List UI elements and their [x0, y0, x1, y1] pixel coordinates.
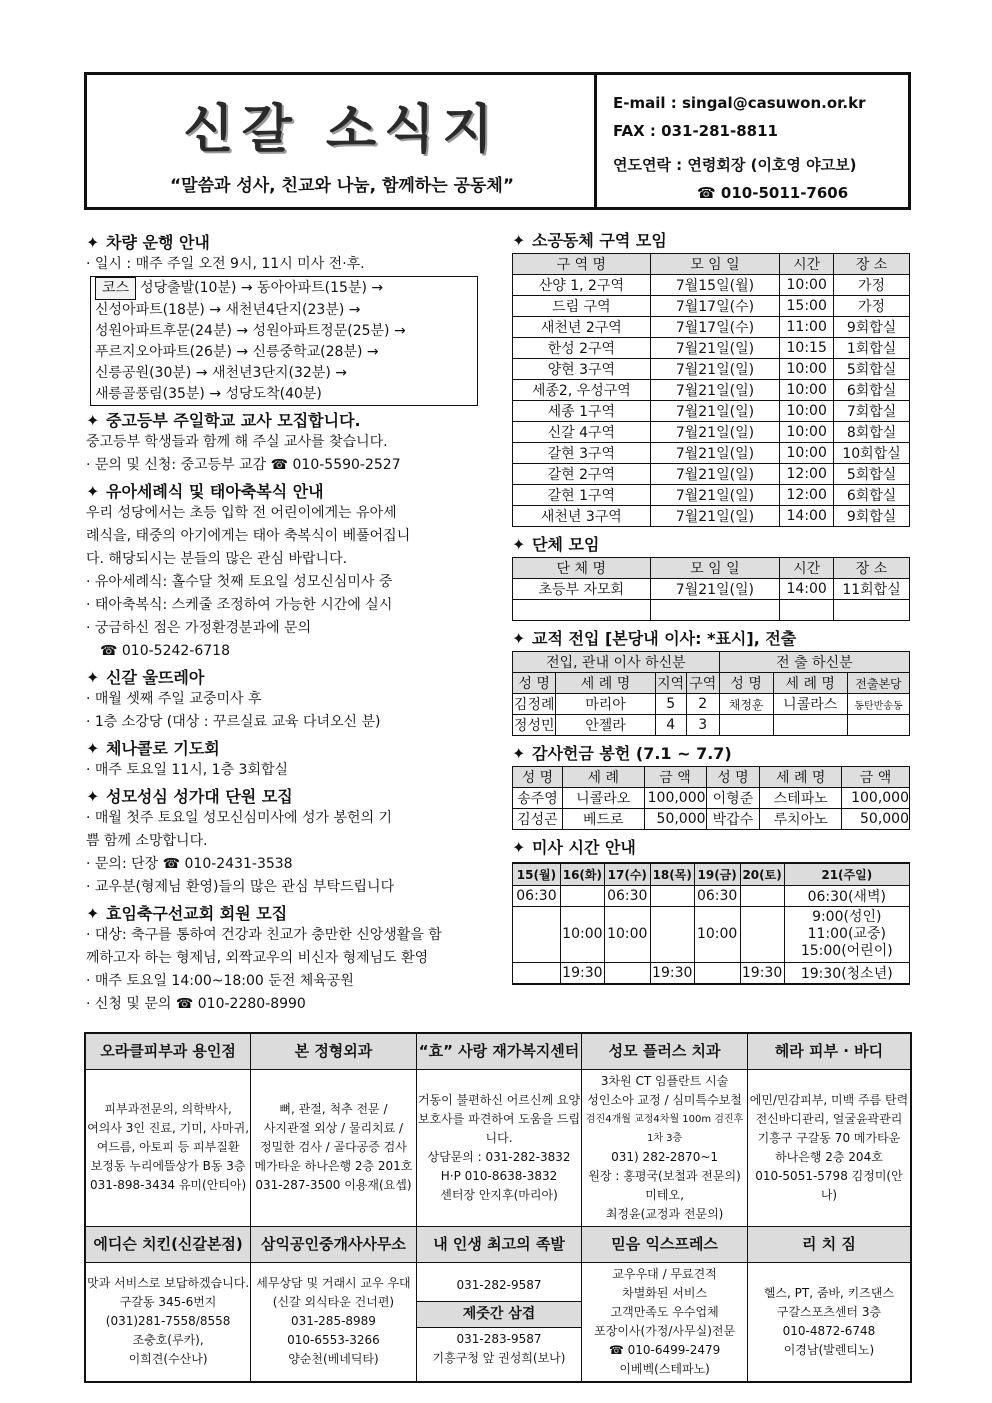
course-tag: 코스	[95, 277, 136, 300]
table-cell: 산양 1, 2구역	[513, 275, 651, 296]
table-cell: 김정례	[513, 694, 556, 715]
route-line: 신릉공원(30분) → 새천년3단지(32분) →	[95, 365, 347, 381]
table-row	[513, 359, 910, 380]
mass-time	[513, 906, 561, 962]
table-row	[513, 296, 910, 317]
table-cell: 10:15	[780, 338, 834, 359]
mass-time	[513, 962, 561, 984]
column-header: 모 임 일	[650, 254, 780, 275]
table-cell: 7월21일(일)	[650, 401, 780, 422]
groups-table	[512, 557, 910, 621]
choir-line: · 교우분(형제님 환영)들의 많은 관심 부탁드립니다	[86, 879, 395, 895]
table-cell: 10:00	[780, 443, 834, 464]
table-cell: 채정훈	[719, 694, 773, 715]
baptism-line: · 유아세례식: 홀수달 첫째 토요일 성모신심미사 중	[86, 574, 393, 590]
ad-line: 세무상담 및 거래시 교우 우대	[256, 1276, 411, 1290]
ad-line: 최정윤(교정과 전문의)	[605, 1206, 724, 1221]
mass-time: 9:00(성인)	[812, 908, 882, 925]
ad-business-name: 믿음 익스프레스	[582, 1226, 748, 1262]
section-transfer-title: ✦ 교적 전입 [본당내 이사: *표시], 전출	[512, 629, 797, 648]
ad-line: 031-287-3500 이용재(요셉)	[255, 1178, 412, 1192]
table-cell: 10:00	[780, 422, 834, 443]
table-cell: 1회합실	[834, 338, 910, 359]
mass-time: 19:30	[650, 962, 694, 984]
baptism-line: · 태아축복식: 스케줄 조정하여 가능한 시간에 실시	[86, 597, 393, 613]
section-choir-title: ✦ 성모성심 성가대 단원 모집	[86, 787, 293, 806]
mass-time	[560, 885, 604, 906]
table-cell: 갈현 2구역	[513, 464, 651, 485]
table-row	[513, 506, 910, 527]
ad-line: (031)281-7558/8558	[105, 1314, 231, 1328]
section-ultreya-title: ✦ 신갈 울뜨레아	[86, 668, 205, 687]
car-time: · 일시 : 매주 주일 오전 9시, 11시 미사 전·후.	[86, 256, 365, 272]
baptism-line: 례식을, 태중의 아기에게는 태아 축복식이 베풀어집니	[86, 528, 411, 544]
table-cell: 니콜라오	[562, 788, 644, 809]
ads-header-row	[85, 1226, 911, 1262]
ad-details	[747, 1262, 911, 1382]
section-district-title: ✦ 소공동체 구역 모임	[512, 231, 667, 250]
mass-time	[604, 962, 650, 984]
route-line: 푸르지오아파트(26분) → 신릉중학교(28분) →	[95, 344, 379, 360]
table-cell: 한성 2구역	[513, 338, 651, 359]
column-header: 금 액	[842, 767, 910, 788]
ad-line: 여의사 3인 진료, 기미, 사마귀,	[87, 1121, 250, 1135]
ad-business-name: 헤라 피부 · 바디	[747, 1033, 911, 1069]
day-header: 15(월)	[513, 863, 561, 885]
table-row	[513, 600, 910, 621]
day-header: 17(수)	[604, 863, 650, 885]
ultreya-line: · 매월 셋째 주일 교중미사 후	[86, 691, 262, 707]
table-header-row	[513, 863, 910, 885]
table-row	[513, 380, 910, 401]
mass-time: 11:00(교중)	[807, 925, 886, 942]
ads-header-row	[85, 1033, 911, 1069]
section-soccer-title: ✦ 효임축구선교회 회원 모집	[86, 904, 288, 923]
table-cell: 7월17일(수)	[650, 317, 780, 338]
table-cell: 이형준	[706, 788, 760, 809]
ad-line: 전신바디관리, 얼굴윤곽관리	[755, 1111, 903, 1126]
table-cell: 14:00	[780, 579, 834, 600]
ad-line: 여드름, 아토피 등 피부질환	[96, 1140, 240, 1154]
table-cell: 2	[686, 694, 719, 715]
table-row	[513, 788, 910, 809]
ad-line: 교우우대 / 무료견적	[612, 1266, 717, 1281]
ad-line: 사지관절 외상 / 물리치료 /	[263, 1121, 404, 1135]
ad-line: 원장 : 홍평국(보철과 전문의) 미테오,	[588, 1168, 741, 1202]
ad-line: 이희견(수산나)	[128, 1352, 208, 1366]
day-header: 16(화)	[560, 863, 604, 885]
table-cell: 10:00	[780, 275, 834, 296]
ad-line: 맛과 서비스로 보답하겠습니다.	[87, 1276, 250, 1290]
transfer-table	[512, 651, 910, 736]
column-header: 지역	[655, 673, 686, 694]
table-cell: 7월21일(일)	[650, 338, 780, 359]
table-cell	[847, 715, 909, 736]
table-cell: 8회합실	[834, 422, 910, 443]
ad-line: (신갈 외식타운 건너편)	[272, 1295, 395, 1309]
day-header: 20(토)	[740, 863, 784, 885]
table-cell: 베드로	[562, 809, 644, 830]
ad-details	[85, 1069, 251, 1226]
ad-line: 검진4개월 교정4차월 100m 검진후1차 3층	[585, 1113, 744, 1144]
soccer-line: · 신청 및 문의 ☎ 010-2280-8990	[86, 996, 306, 1012]
table-row	[513, 317, 910, 338]
ad-line: 010-4872-6748	[782, 1323, 876, 1338]
column-header: 시간	[780, 254, 834, 275]
table-cell: 니콜라스	[773, 694, 847, 715]
table-cell: 15:00	[780, 296, 834, 317]
table-cell: 박갑수	[706, 809, 760, 830]
table-cell	[513, 600, 651, 621]
column-header: 금 액	[644, 767, 706, 788]
baptism-line: · 궁금하신 점은 가정환경분과에 문의	[86, 620, 312, 636]
district-table	[512, 253, 910, 527]
table-cell	[650, 600, 780, 621]
district-rows	[513, 275, 910, 527]
teacher-line: 중고등부 학생들과 함께 해 주실 교사를 찾습니다.	[86, 434, 388, 450]
mass-time: 15:00(어린이)	[800, 942, 893, 959]
ad-line: 010-5051-5798 김정미(안나)	[755, 1168, 903, 1202]
table-cell: 7월21일(일)	[650, 359, 780, 380]
table-cell: 송주영	[513, 788, 563, 809]
route-line: 새릉골풍림(35분) → 성당도착(40분)	[95, 386, 322, 402]
car-route-box: 코스 성당출발(10분) → 동아아파트(15분) → 신성아파트(18분) → 새천년4단지(23분) → 성원아파트후문(24분) → 성원아파트정문(25분) → 푸르지오아파트(26분) → 신릉중학교(28분) → 신릉공원(30분) → 새천년3단지(32분) → 새릉골풍림(35분) → 성당도착(40분)	[90, 276, 478, 406]
ad-line: 010-6553-3266	[287, 1333, 380, 1347]
fax-line: FAX : 031-281-8811	[613, 122, 778, 140]
section-offering-title: ✦ 감사헌금 봉헌 (7.1 ~ 7.7)	[512, 744, 732, 763]
ad-line: 정밀한 검사 / 골다공증 검사	[260, 1140, 407, 1154]
table-cell: 7월21일(일)	[650, 464, 780, 485]
baptism-phone: ☎ 010-5242-6718	[100, 643, 230, 659]
mass-time: 06:30(새벽)	[784, 885, 909, 906]
mass-time	[650, 906, 694, 962]
soccer-line: 께하고자 하는 형제님, 외짝교우의 비신자 형제님도 환영	[86, 950, 429, 966]
column-header: 전출본당	[847, 673, 909, 694]
group-header-in: 전입, 관내 이사 하신분	[513, 652, 720, 673]
table-cell: 12:00	[780, 464, 834, 485]
table-cell: 6회합실	[834, 380, 910, 401]
contact-phone: ☎ 010-5011-7606	[697, 184, 849, 202]
table-cell: 7회합실	[834, 401, 910, 422]
ad-business-name: 삼익공인중개사사무소	[251, 1226, 417, 1262]
mass-time: 06:30	[604, 885, 650, 906]
table-cell: 7월21일(일)	[650, 579, 780, 600]
table-cell: 스테파노	[760, 788, 842, 809]
column-header: 모 임 일	[650, 558, 780, 579]
ad-line: 3차원 CT 임플란트 시술	[600, 1073, 729, 1088]
ad-business-name: 오라클피부과 용인점	[85, 1033, 251, 1069]
table-cell	[773, 715, 847, 736]
ad-line: 포장이사(가정/사무실)전문	[594, 1323, 736, 1338]
table-cell: 정성민	[513, 715, 556, 736]
mass-time	[740, 906, 784, 962]
masthead-title-area	[87, 75, 597, 207]
table-cell: 동탄반송동	[847, 694, 909, 715]
table-row	[513, 485, 910, 506]
masthead-contact	[613, 89, 866, 207]
ad-line: 이베벡(스테파노)	[619, 1361, 710, 1376]
table-cell: 50,000	[842, 809, 910, 830]
ad-line: 031) 282-2870~1	[611, 1149, 719, 1164]
column-header: 성 명	[706, 767, 760, 788]
table-row	[513, 906, 910, 962]
ad-line: H·P 010-8638-3832	[440, 1168, 558, 1183]
table-cell: 새천년 3구역	[513, 506, 651, 527]
column-header: 세 례 명	[556, 673, 655, 694]
ad-details	[582, 1262, 748, 1382]
table-row	[513, 443, 910, 464]
ad-line: 기흥구 구갈동 70 메가타운	[757, 1130, 901, 1145]
mass-time	[694, 962, 740, 984]
table-row	[513, 275, 910, 296]
table-row	[513, 809, 910, 830]
column-header: 세 례 명	[760, 767, 842, 788]
mass-time: 10:00	[604, 906, 650, 962]
table-row	[513, 885, 910, 906]
ad-details	[416, 1069, 582, 1226]
mass-time	[740, 885, 784, 906]
table-cell: 10회합실	[834, 443, 910, 464]
ad-business-name: 리 치 짐	[747, 1226, 911, 1262]
ad-line: 양순천(베네딕타)	[288, 1352, 379, 1366]
choir-line: · 문의: 단장 ☎ 010-2431-3538	[86, 856, 293, 872]
ad-line: 하나은행 2층 204호	[775, 1149, 883, 1164]
table-cell: 5회합실	[834, 359, 910, 380]
mass-time: 19:30	[560, 962, 604, 984]
table-cell	[834, 600, 910, 621]
table-cell: 14:00	[780, 506, 834, 527]
table-cell	[719, 715, 773, 736]
mass-time: 19:30(청소년)	[784, 962, 909, 984]
column-header: 성 명	[513, 673, 556, 694]
choir-line: 쁨 함께 소망합니다.	[86, 833, 208, 849]
table-row	[513, 338, 910, 359]
table-cell: 5	[655, 694, 686, 715]
day-header: 19(금)	[694, 863, 740, 885]
table-cell: 3	[686, 715, 719, 736]
day-header: 21(주일)	[784, 863, 909, 885]
choir-line: · 매월 첫주 토요일 성모신심미사에 성가 봉헌의 기	[86, 810, 393, 826]
ads-body-row	[85, 1069, 911, 1226]
ad-line: 거동이 불편하신 어르신께 요양	[417, 1092, 581, 1107]
ad-line: 에민/민감피부, 미백 주름 탄력	[749, 1092, 909, 1107]
ad-line: 상담문의 : 031-282-3832	[427, 1149, 571, 1164]
ad-line: 031-282-9587	[456, 1277, 542, 1292]
mass-time: 06:30	[513, 885, 561, 906]
newsletter-title: 신갈 소식지	[183, 100, 501, 160]
mass-time: 06:30	[694, 885, 740, 906]
ad-line: 031-285-8989	[290, 1314, 376, 1328]
table-cell: 세종 1구역	[513, 401, 651, 422]
table-cell: 9회합실	[834, 506, 910, 527]
contact-label: 연도연락 : 연령회장 (이호영 야고보)	[613, 156, 857, 174]
table-cell: 12:00	[780, 485, 834, 506]
table-row	[513, 464, 910, 485]
section-teacher-title: ✦ 중고등부 주일학교 교사 모집합니다.	[86, 411, 361, 430]
mass-table	[512, 862, 910, 985]
table-cell: 100,000	[842, 788, 910, 809]
section-groups-title: ✦ 단체 모임	[512, 535, 600, 554]
table-cell: 10:00	[780, 380, 834, 401]
table-cell: 6회합실	[834, 485, 910, 506]
table-cell: 7월21일(일)	[650, 443, 780, 464]
ad-business-name: “효” 사랑 재가복지센터	[416, 1033, 582, 1069]
table-cell: 7월21일(일)	[650, 506, 780, 527]
ads-grid	[84, 1032, 912, 1383]
ad-details	[747, 1069, 911, 1226]
section-chenacolo-title: ✦ 체나콜로 기도회	[86, 739, 220, 758]
ad-line: 기흥구청 앞 권성희(보나)	[432, 1350, 566, 1365]
offering-table	[512, 766, 910, 830]
ad-details	[85, 1262, 251, 1382]
ad-details	[251, 1069, 417, 1226]
ad-line: 고객만족도 우수업체	[610, 1304, 719, 1319]
table-cell: 4	[655, 715, 686, 736]
table-cell: 가정	[834, 275, 910, 296]
table-cell: 11:00	[780, 317, 834, 338]
section-car-title: ✦ 차량 운행 안내	[86, 233, 210, 252]
table-cell: 가정	[834, 296, 910, 317]
column-header: 장 소	[834, 254, 910, 275]
baptism-line: 다. 해당되시는 분들의 많은 관심 바랍니다.	[86, 551, 348, 567]
section-mass-title: ✦ 미사 시간 안내	[512, 838, 636, 857]
table-cell: 양현 3구역	[513, 359, 651, 380]
ad-line: 뼈, 관절, 척추 전문 /	[279, 1102, 388, 1116]
table-cell: 9회합실	[834, 317, 910, 338]
table-header-row	[513, 652, 910, 673]
group-header-out: 전 출 하신분	[719, 652, 909, 673]
column-header: 장 소	[834, 558, 910, 579]
right-column	[512, 228, 911, 985]
table-row	[513, 579, 910, 600]
table-header-row	[513, 558, 910, 579]
baptism-line: 우리 성당에서는 초등 입학 전 어린이에게는 유아세	[86, 505, 397, 521]
ad-line: 보호사를 파견하여 도움을 드립니다.	[417, 1111, 581, 1145]
email-line: E-mail : singal@casuwon.or.kr	[613, 94, 866, 112]
soccer-line: · 매주 토요일 14:00~18:00 둔전 체육공원	[86, 973, 354, 989]
table-row	[513, 694, 910, 715]
table-cell: 7월15일(월)	[650, 275, 780, 296]
table-cell: 10:00	[780, 359, 834, 380]
ad-line: 차별화된 서비스	[622, 1285, 708, 1300]
column-header: 세 례 명	[773, 673, 847, 694]
chenacolo-line: · 매주 토요일 11시, 1층 3회합실	[86, 762, 289, 778]
mass-time	[650, 885, 694, 906]
ad-business-name: 본 정형외과	[251, 1033, 417, 1069]
route-line: 성원아파트후문(24분) → 성원아파트정문(25분) →	[95, 323, 406, 339]
ad-line: 헬스, PT, 줌바, 키즈댄스	[763, 1285, 895, 1300]
table-cell: 드림 구역	[513, 296, 651, 317]
table-header-row	[513, 673, 910, 694]
soccer-line: · 대상: 축구를 통하여 건강과 친교가 충만한 신앙생활을 함	[86, 927, 442, 943]
ad-sub-business-name: 제줏간 삼겹	[417, 1301, 582, 1328]
column-header: 시간	[780, 558, 834, 579]
ad-line: 031-283-9587	[456, 1331, 542, 1346]
left-column	[86, 230, 486, 1016]
table-cell: 7월21일(일)	[650, 380, 780, 401]
table-cell: 갈현 3구역	[513, 443, 651, 464]
table-cell: 초등부 자모회	[513, 579, 651, 600]
ad-business-name: 에디슨 치킨(신갈본점)	[85, 1226, 251, 1262]
ad-line: 구갈스포츠센터 3층	[776, 1304, 882, 1319]
ad-line: 구갈동 345-6번지	[119, 1295, 217, 1309]
table-cell: 5회합실	[834, 464, 910, 485]
table-header-row	[513, 254, 910, 275]
table-row	[513, 401, 910, 422]
ultreya-line: · 1층 소강당 (대상 : 꾸르실료 교육 다녀오신 분)	[86, 714, 381, 730]
column-header: 성 명	[719, 673, 773, 694]
ad-line: 보정동 누리에뜰상가 B동 3층	[90, 1159, 246, 1173]
masthead	[84, 72, 911, 210]
ad-line: ☎ 010-6499-2479	[608, 1342, 721, 1357]
ad-line: 조충호(루카),	[132, 1333, 204, 1347]
day-header: 18(목)	[650, 863, 694, 885]
column-header: 세 례	[562, 767, 644, 788]
table-cell: 세종2, 우성구역	[513, 380, 651, 401]
table-cell: 11회합실	[834, 579, 910, 600]
table-cell: 마리아	[556, 694, 655, 715]
table-cell: 7월17일(수)	[650, 296, 780, 317]
table-cell: 7월21일(일)	[650, 422, 780, 443]
table-header-row	[513, 767, 910, 788]
column-header: 구역	[686, 673, 719, 694]
ad-line: 피부과전문의, 의학박사,	[104, 1102, 232, 1116]
table-cell: 새천년 2구역	[513, 317, 651, 338]
table-cell: 100,000	[644, 788, 706, 809]
ad-line: 성인소아 교정 / 심미특수보철	[587, 1092, 742, 1107]
ad-line: 이경남(발렌티노)	[783, 1342, 875, 1357]
newsletter-motto: “말씀과 성사, 친교와 나눔, 함께하는 공동체”	[169, 176, 515, 196]
section-baptism-title: ✦ 유아세례식 및 태아축복식 안내	[86, 482, 324, 501]
teacher-line: · 문의 및 신청: 중고등부 교감 ☎ 010-5590-2527	[86, 457, 401, 473]
table-row	[513, 715, 910, 736]
ad-line: 메가타운 하나은행 2층 201호	[254, 1159, 413, 1173]
route-line: 신성아파트(18분) → 새천년4단지(23분) →	[95, 302, 361, 318]
table-cell: 10:00	[780, 401, 834, 422]
ad-business-name: 성모 플러스 치과	[582, 1033, 748, 1069]
table-cell: 갈현 1구역	[513, 485, 651, 506]
table-cell: 7월21일(일)	[650, 485, 780, 506]
ads-body-row	[85, 1262, 911, 1382]
mass-time: 10:00	[560, 906, 604, 962]
table-cell: 루치아노	[760, 809, 842, 830]
mass-time-sunday	[784, 906, 909, 962]
table-cell: 신갈 4구역	[513, 422, 651, 443]
ad-details	[582, 1069, 748, 1226]
table-cell: 50,000	[644, 809, 706, 830]
table-cell: 김성곤	[513, 809, 563, 830]
mass-time: 10:00	[694, 906, 740, 962]
mass-time: 19:30	[740, 962, 784, 984]
table-row	[513, 422, 910, 443]
ad-business-name: 내 인생 최고의 족발	[416, 1226, 582, 1262]
table-cell: 안젤라	[556, 715, 655, 736]
column-header: 단 체 명	[513, 558, 651, 579]
ad-line: 031-898-3434 유미(안티아)	[90, 1178, 247, 1192]
table-row	[513, 962, 910, 984]
column-header: 성 명	[513, 767, 563, 788]
column-header: 구 역 명	[513, 254, 651, 275]
table-cell	[780, 600, 834, 621]
ad-line: 센터장 안지후(마리아)	[440, 1187, 558, 1202]
ad-details	[251, 1262, 417, 1382]
ad-details	[416, 1262, 582, 1382]
